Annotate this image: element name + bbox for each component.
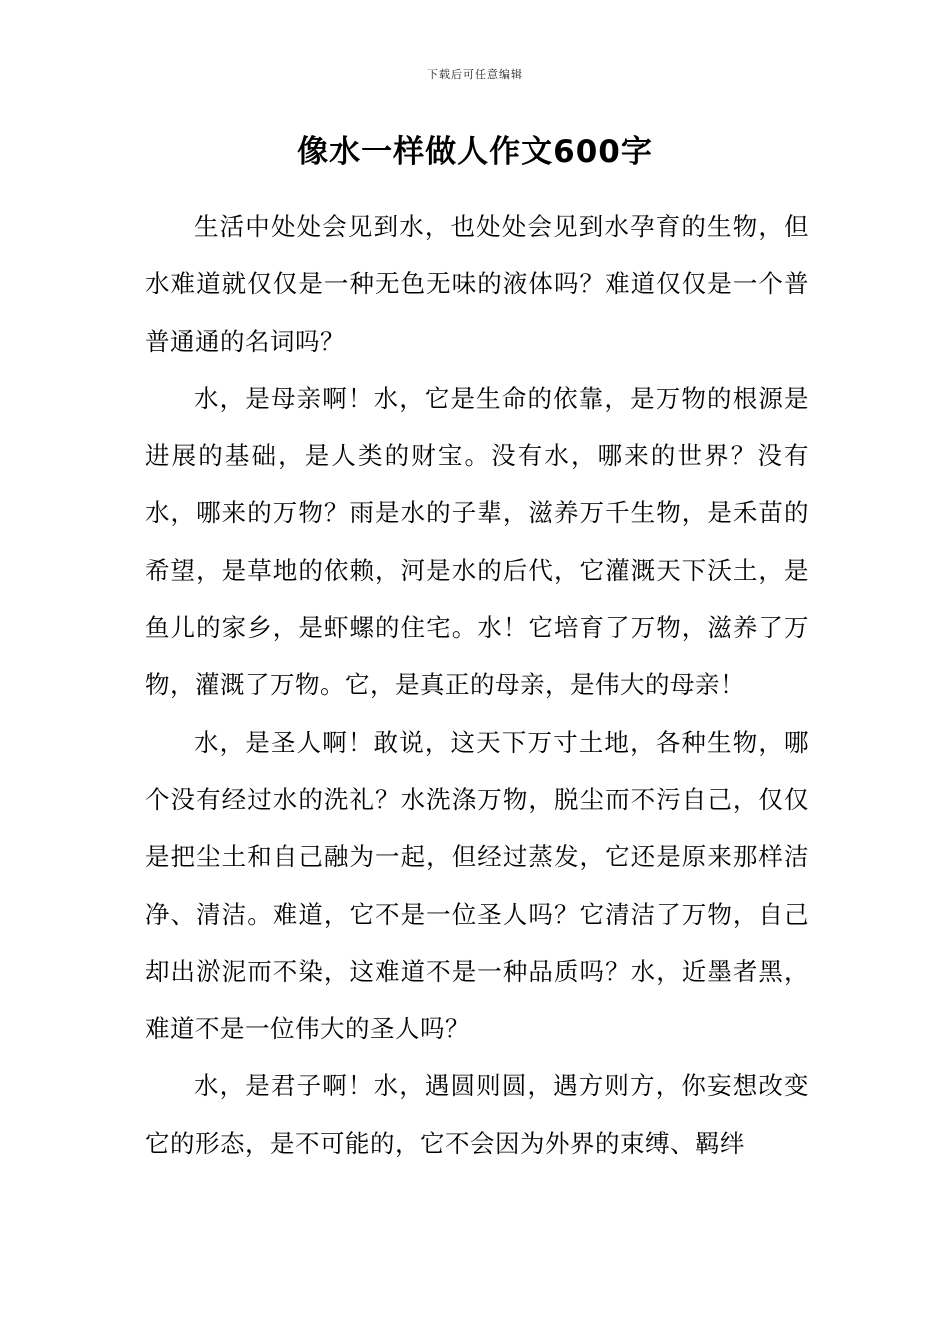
document-title: 像水一样做人作文600字	[297, 134, 653, 170]
header-note: 下载后可任意编辑	[427, 68, 523, 81]
paragraph-4: 水，是君子啊！水，遇圆则圆，遇方则方，你妄想改变它的形态，是不可能的，它不会因为外界的束缚、羁绊	[145, 1071, 809, 1158]
paragraph-1: 生活中处处会见到水，也处处会见到水孕育的生物，但水难道就仅仅是一种无色无味的液体吗？难道仅仅是一个普普通通的名词吗？	[145, 212, 809, 356]
paragraph-2: 水，是母亲啊！水，它是生命的依靠，是万物的根源是进展的基础，是人类的财宝。没有水，哪来的世界？没有水，哪来的万物？雨是水的子辈，滋养万千生物，是禾苗的希望，是草地的依赖，河是水的后代，它灌溉天下沃土，是鱼儿的家乡，是虾螺的住宅。水！它培育了万物，滋养了万物，灌溉了万物。它，是真正的母亲，是伟大的母亲！	[145, 383, 809, 700]
paragraph-3: 水，是圣人啊！敢说，这天下万寸土地，各种生物，哪个没有经过水的洗礼？水洗涤万物，脱尘而不污自己，仅仅是把尘土和自己融为一起，但经过蒸发，它还是原来那样洁净、清洁。难道，它不是一位圣人吗？它清洁了万物，自己却出淤泥而不染，这难道不是一种品质吗？水，近墨者黑，难道不是一位伟大的圣人吗？	[145, 727, 809, 1044]
document-body	[145, 198, 809, 1172]
